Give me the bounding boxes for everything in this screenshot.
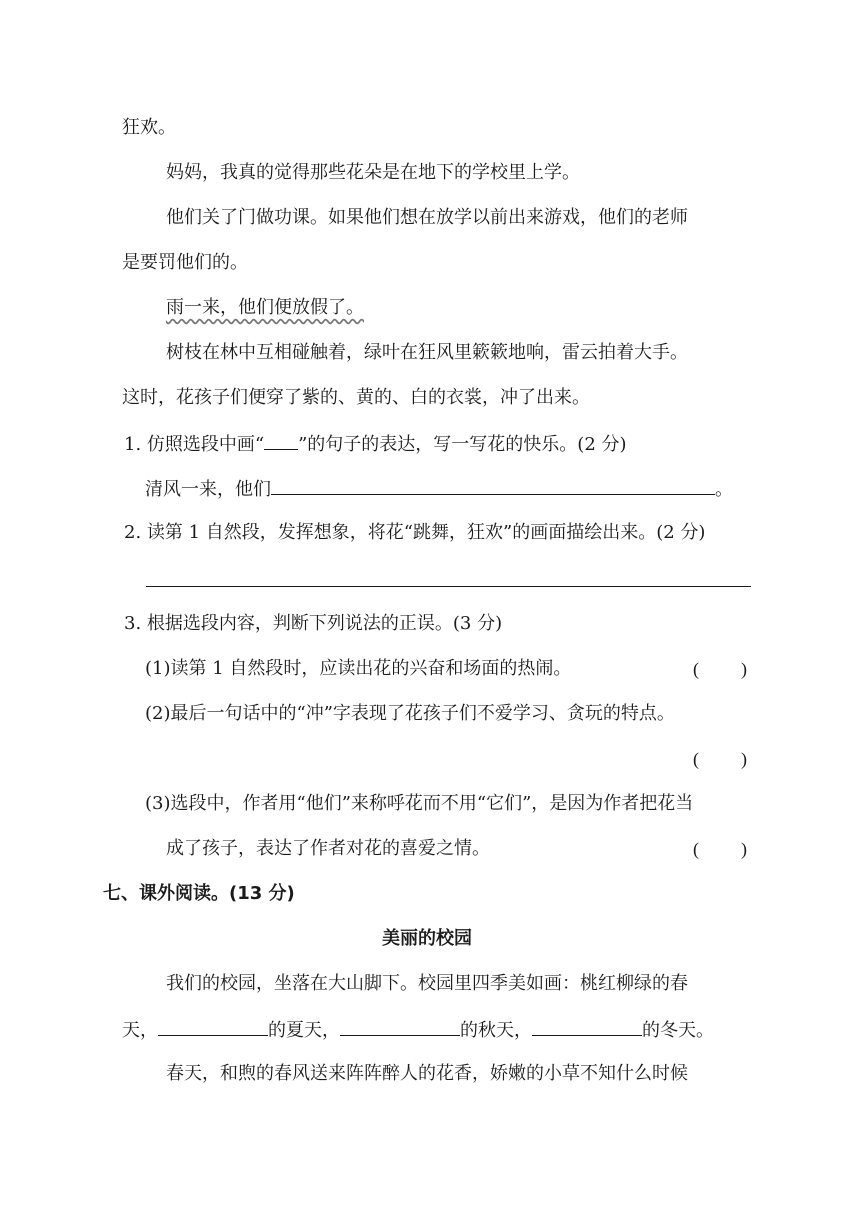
text-spring: 天， bbox=[122, 1020, 158, 1041]
q3-item-2: (2)最后一句话中的“冲”字表现了花孩子们不爱学习、贪玩的特点。 bbox=[145, 703, 675, 724]
passage-line: 树枝在林中互相碰触着，绿叶在狂风里簌簌地响，雷云拍着大手。 bbox=[166, 342, 688, 363]
question-1-suffix: ”的句子的表达，写一写花的快乐。(2 分) bbox=[298, 434, 627, 455]
q3-item-1: (1)读第 1 自然段时，应读出花的兴奋和场面的热闹。 bbox=[145, 658, 572, 679]
answer-prefix: 清风一来，他们 bbox=[145, 479, 271, 500]
answer-suffix: 。 bbox=[715, 479, 733, 500]
q3-item-2-answer-paren[interactable] bbox=[693, 747, 747, 771]
wavy-underlined-text: 雨一来，他们便放假了。 bbox=[166, 297, 364, 318]
question-1-answer bbox=[145, 476, 733, 502]
question-1-prefix: 1. 仿照选段中画“ bbox=[124, 434, 265, 455]
article-blanks-line bbox=[122, 1017, 714, 1043]
question-1 bbox=[124, 431, 627, 457]
passage-line: 他们关了门做功课。如果他们想在放学以前出来游戏，他们的老师 bbox=[166, 207, 688, 228]
article-title: 美丽的校园 bbox=[382, 928, 472, 949]
q3-item-3-cont: 成了孩子，表达了作者对花的喜爱之情。 bbox=[166, 838, 490, 859]
q3-item-1-answer-paren[interactable] bbox=[693, 657, 747, 681]
paren-close: ) bbox=[741, 659, 747, 679]
question-2-answer-line[interactable] bbox=[146, 586, 751, 587]
q3-item-3-answer-paren[interactable] bbox=[693, 837, 747, 861]
passage-line: 妈妈，我真的觉得那些花朵是在地下的学校里上学。 bbox=[166, 162, 580, 183]
paren-open: ( bbox=[693, 659, 699, 679]
summer-blank[interactable] bbox=[158, 1017, 268, 1036]
answer-blank[interactable] bbox=[271, 476, 715, 495]
passage-line: 狂欢。 bbox=[122, 117, 176, 138]
paren-close: ) bbox=[741, 839, 747, 859]
article-line: 我们的校园，坐落在大山脚下。校园里四季美如画：桃红柳绿的春 bbox=[166, 973, 688, 994]
paren-close: ) bbox=[741, 749, 747, 769]
winter-blank[interactable] bbox=[532, 1017, 642, 1036]
question-2: 2. 读第 1 自然段，发挥想象，将花“跳舞，狂欢”的画面描绘出来。(2 分) bbox=[124, 522, 706, 543]
passage-line: 是要罚他们的。 bbox=[122, 252, 248, 273]
question-3: 3. 根据选段内容，判断下列说法的正误。(3 分) bbox=[124, 613, 503, 634]
underlined-sentence bbox=[166, 296, 364, 320]
passage-line: 这时，花孩子们便穿了紫的、黄的、白的衣裳，冲了出来。 bbox=[122, 387, 590, 408]
paren-open: ( bbox=[693, 839, 699, 859]
paren-open: ( bbox=[693, 749, 699, 769]
q3-item-3: (3)选段中，作者用“他们”来称呼花而不用“它们”，是因为作者把花当 bbox=[145, 793, 694, 814]
article-line: 春天，和煦的春风送来阵阵醉人的花香，娇嫩的小草不知什么时候 bbox=[166, 1063, 688, 1084]
quote-blank bbox=[264, 431, 298, 450]
section-7-heading: 七、课外阅读。(13 分) bbox=[103, 883, 295, 904]
text-autumn: 的秋天， bbox=[460, 1020, 532, 1041]
text-summer: 的夏天， bbox=[268, 1020, 340, 1041]
text-winter: 的冬天。 bbox=[642, 1020, 714, 1041]
autumn-blank[interactable] bbox=[340, 1017, 460, 1036]
